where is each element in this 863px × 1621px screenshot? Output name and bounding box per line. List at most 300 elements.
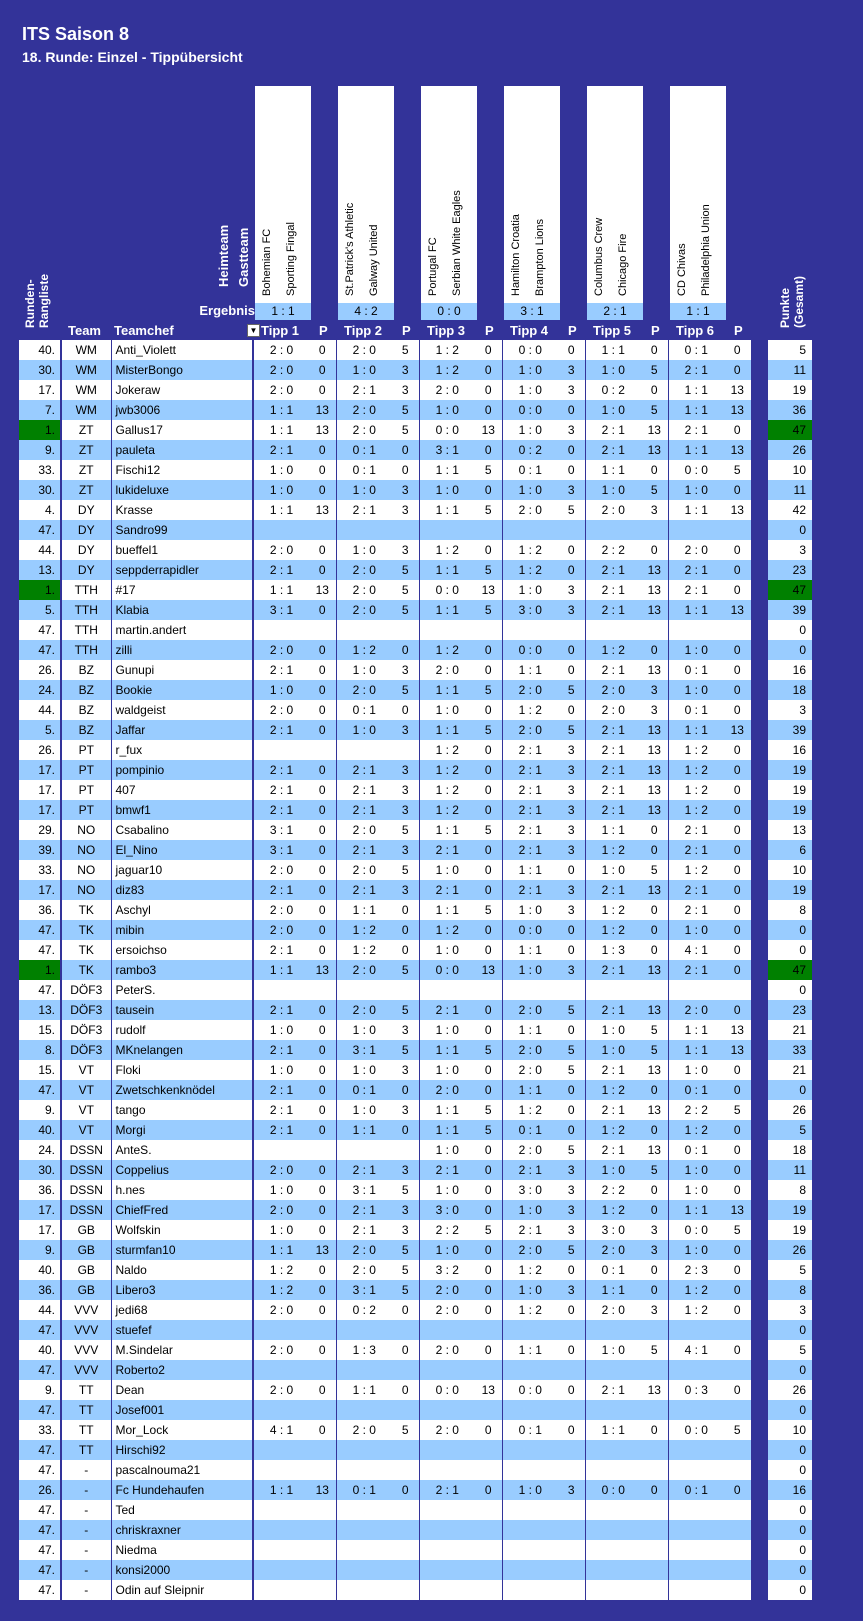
points-cell: 0 [724,820,751,840]
teamchef-cell: pascalnouma21 [111,1460,253,1480]
points-cell: 0 [309,760,336,780]
rank-cell: 30. [19,1160,61,1180]
match-column-5 [587,86,643,308]
tipp-cell: 2 : 0 [253,900,309,920]
tipp-cell: 1 : 2 [668,740,724,760]
spacer [751,760,768,780]
points-cell: 3 [558,360,585,380]
tipp-cell: 2 : 1 [585,780,641,800]
match-column-3 [421,86,477,308]
tipp-cell [502,1500,558,1520]
points-cell: 3 [641,1240,668,1260]
rank-cell: 30. [19,480,61,500]
team-cell: PT [61,780,111,800]
spacer [751,900,768,920]
points-cell: 0 [475,480,502,500]
rank-cell: 44. [19,1300,61,1320]
rank-cell: 47. [19,1520,61,1540]
points-cell [724,1360,751,1380]
points-cell [392,520,419,540]
tipp-cell: 0 : 0 [502,1380,558,1400]
tipp-cell: 1 : 1 [419,820,475,840]
tipp-cell: 2 : 0 [419,1300,475,1320]
tipp-cell [336,1460,392,1480]
points-cell: 3 [558,760,585,780]
points-cell: 0 [724,900,751,920]
tipp-cell: 2 : 1 [502,820,558,840]
spacer [751,340,768,360]
tipp-cell: 1 : 0 [585,1340,641,1360]
rank-cell: 5. [19,600,61,620]
tipp-cell: 1 : 2 [585,920,641,940]
points-cell: 3 [392,1220,419,1240]
match-result: 0 : 0 [421,303,477,320]
points-cell: 0 [641,840,668,860]
points-cell: 5 [392,1040,419,1060]
total-cell: 19 [768,780,812,800]
total-cell: 16 [768,660,812,680]
teamchef-cell: jedi68 [111,1300,253,1320]
total-cell: 26 [768,1240,812,1260]
teamchef-cell: MKnelangen [111,1040,253,1060]
spacer [751,920,768,940]
tipp-cell [585,1560,641,1580]
tipp-cell: 1 : 0 [585,480,641,500]
spacer [751,880,768,900]
tipp-cell [336,980,392,1000]
total-cell: 0 [768,1520,812,1540]
total-cell: 0 [768,980,812,1000]
home-team: Portugal FC [427,237,439,296]
total-cell: 47 [768,580,812,600]
teamchef-cell: konsi2000 [111,1560,253,1580]
points-cell: 5 [475,1100,502,1120]
spacer [751,1140,768,1160]
table-row [19,740,812,760]
tipp-cell: 2 : 0 [668,540,724,560]
tipp-cell: 1 : 2 [668,760,724,780]
tipp-cell: 1 : 0 [502,580,558,600]
points-cell: 13 [724,440,751,460]
tipp-cell [668,1520,724,1540]
points-cell: 13 [724,720,751,740]
points-cell: 0 [641,640,668,660]
points-cell: 13 [641,800,668,820]
points-cell: 0 [641,1420,668,1440]
total-cell: 19 [768,1200,812,1220]
tipp-cell: 2 : 0 [253,1160,309,1180]
tipp-cell: 0 : 0 [419,1380,475,1400]
spacer [751,1540,768,1560]
rank-cell: 24. [19,1140,61,1160]
points-cell: 0 [309,1100,336,1120]
tipp-cell: 1 : 0 [336,1020,392,1040]
points-cell: 5 [558,1140,585,1160]
tipp-cell [253,1400,309,1420]
tipp-cell: 1 : 2 [585,1120,641,1140]
tipp-cell: 1 : 0 [668,1160,724,1180]
points-cell: 3 [558,1200,585,1220]
total-cell: 19 [768,380,812,400]
tipp-cell: 1 : 2 [253,1260,309,1280]
points-cell [724,1580,751,1600]
tipp-cell: 2 : 1 [585,440,641,460]
spacer [751,700,768,720]
tipp-cell [585,1580,641,1600]
tipp-cell: 1 : 0 [419,1140,475,1160]
tipp-cell: 3 : 0 [419,1200,475,1220]
points-cell [309,1540,336,1560]
tipp-cell: 2 : 1 [253,1100,309,1120]
tipp-cell: 2 : 1 [668,420,724,440]
points-cell [475,1520,502,1540]
tipp-cell: 0 : 1 [668,1480,724,1500]
match-result: 1 : 1 [255,303,311,320]
tipp-cell: 1 : 1 [253,1480,309,1500]
points-cell [475,1540,502,1560]
teamchef-cell: diz83 [111,880,253,900]
tipp-cell: 1 : 2 [585,1200,641,1220]
tipp-cell: 0 : 1 [336,1080,392,1100]
spacer [751,1560,768,1580]
tipp-cell: 2 : 1 [668,840,724,860]
away-team: Philadelphia Union [700,204,712,296]
tipp-cell: 2 : 1 [336,800,392,820]
points-cell [392,1140,419,1160]
points-cell [475,1400,502,1420]
team-cell: VVV [61,1340,111,1360]
points-cell [724,1520,751,1540]
tipp-cell: 2 : 1 [668,880,724,900]
points-cell: 0 [558,560,585,580]
points-cell: 0 [641,940,668,960]
rank-cell: 33. [19,860,61,880]
points-cell [724,1440,751,1460]
tipp-cell: 2 : 1 [336,380,392,400]
tipp-cell: 0 : 1 [336,440,392,460]
tipp-cell: 1 : 2 [502,1260,558,1280]
tipp-cell: 2 : 0 [336,1260,392,1280]
tipp-cell: 2 : 1 [502,780,558,800]
team-cell: DY [61,500,111,520]
tipp-cell: 1 : 0 [253,480,309,500]
points-cell: 0 [309,1260,336,1280]
tipp-cell: 2 : 1 [585,420,641,440]
points-cell: 13 [641,420,668,440]
tipp-cell: 1 : 0 [585,1020,641,1040]
teamchef-cell: Odin auf Sleipnir [111,1580,253,1600]
tipp-cell: 2 : 0 [419,380,475,400]
points-cell: 0 [309,660,336,680]
points-cell: 13 [641,880,668,900]
tipp-cell: 1 : 2 [502,540,558,560]
tipp-cell: 1 : 0 [502,1480,558,1500]
tipp-cell: 2 : 0 [253,1300,309,1320]
points-cell: 3 [392,720,419,740]
team-cell: NO [61,840,111,860]
team-cell: ZT [61,420,111,440]
tipp-cell: 2 : 0 [502,1040,558,1060]
tipp-cell [585,1460,641,1480]
tipp-cell: 2 : 1 [336,1200,392,1220]
points-cell [392,1360,419,1380]
tipp-cell: 0 : 1 [502,460,558,480]
tipp-cell: 1 : 0 [502,420,558,440]
tipp-cell [253,1540,309,1560]
points-cell: 3 [641,500,668,520]
points-cell: 0 [392,940,419,960]
tipp-cell: 1 : 1 [585,1280,641,1300]
points-cell: 0 [309,780,336,800]
tipp-cell: 1 : 1 [419,500,475,520]
points-cell: 13 [641,600,668,620]
rank-cell: 44. [19,540,61,560]
points-cell: 3 [641,680,668,700]
rank-cell: 44. [19,700,61,720]
tipp-cell: 3 : 1 [336,1280,392,1300]
points-cell: 5 [392,580,419,600]
tipp-cell: 2 : 1 [585,1000,641,1020]
tipp-cell: 3 : 2 [419,1260,475,1280]
tipp-cell: 1 : 0 [585,360,641,380]
tipp-cell: 2 : 1 [585,720,641,740]
points-cell [309,1440,336,1460]
tipp-cell: 2 : 1 [253,660,309,680]
teamchef-cell: Aschyl [111,900,253,920]
tipp-cell [585,1360,641,1380]
points-cell: 0 [475,1140,502,1160]
points-cell: 0 [309,340,336,360]
table-row [19,420,812,440]
points-cell: 0 [475,1000,502,1020]
teamchef-cell: tausein [111,1000,253,1020]
table-row [19,660,812,680]
points-cell: 0 [724,1000,751,1020]
points-cell: 0 [475,540,502,560]
table-row [19,880,812,900]
rank-cell: 17. [19,1220,61,1240]
points-cell [475,1460,502,1480]
points-cell: 13 [641,1100,668,1120]
table-row [19,1420,812,1440]
team-cell: DSSN [61,1180,111,1200]
total-cell: 10 [768,1420,812,1440]
table-row [19,1480,812,1500]
tipp-cell [502,1580,558,1600]
points-cell: 13 [724,500,751,520]
total-cell: 3 [768,700,812,720]
tipp-cell: 2 : 0 [336,680,392,700]
tipp-cell [502,980,558,1000]
spacer [751,1320,768,1340]
tipp-cell: 0 : 1 [336,460,392,480]
points-cell: 0 [309,820,336,840]
tipp-header: Tipp 1 [261,323,300,338]
points-cell: 0 [309,360,336,380]
teamchef-cell: Niedma [111,1540,253,1560]
points-cell: 0 [309,860,336,880]
tipp-cell [502,1520,558,1540]
points-cell: 0 [392,1480,419,1500]
points-cell: 0 [724,680,751,700]
tipp-cell: 2 : 1 [585,660,641,680]
points-cell: 13 [724,600,751,620]
tipp-cell: 2 : 1 [419,1480,475,1500]
total-cell: 0 [768,620,812,640]
tipp-cell [668,1540,724,1560]
team-cell: DÖF3 [61,1040,111,1060]
total-cell: 0 [768,1400,812,1420]
tipp-cell: 1 : 2 [253,1280,309,1300]
tipp-cell: 1 : 0 [502,900,558,920]
points-cell: 3 [558,840,585,860]
tipp-cell: 1 : 1 [419,680,475,700]
points-cell: 13 [724,1020,751,1040]
teamchef-cell: waldgeist [111,700,253,720]
tipp-cell: 2 : 0 [253,360,309,380]
team-cell: - [61,1500,111,1520]
team-cell: - [61,1480,111,1500]
tipp-cell: 2 : 1 [253,1000,309,1020]
tipp-cell: 1 : 1 [585,820,641,840]
tipp-cell: 2 : 0 [253,1380,309,1400]
points-cell: 3 [392,360,419,380]
points-cell: 0 [724,1300,751,1320]
tipp-cell: 0 : 1 [668,660,724,680]
team-cell: GB [61,1260,111,1280]
points-cell: 3 [558,1480,585,1500]
points-cell: 0 [392,1120,419,1140]
tipp-cell [585,1440,641,1460]
points-cell: 0 [724,660,751,680]
total-cell: 0 [768,1080,812,1100]
team-cell: TT [61,1440,111,1460]
points-cell: 0 [475,440,502,460]
tipp-cell [336,620,392,640]
tipp-cell: 1 : 1 [419,1100,475,1120]
rank-cell: 5. [19,720,61,740]
rank-cell: 47. [19,620,61,640]
total-cell: 16 [768,740,812,760]
tipp-cell: 1 : 1 [253,500,309,520]
tipp-cell [253,1320,309,1340]
points-cell: 0 [309,460,336,480]
points-cell [309,1320,336,1340]
points-cell [558,1560,585,1580]
tipp-cell: 1 : 1 [668,1020,724,1040]
team-cell: BZ [61,680,111,700]
points-cell: 5 [475,1120,502,1140]
table-row [19,500,812,520]
points-cell: 3 [558,600,585,620]
points-cell: 0 [475,780,502,800]
spacer [751,960,768,980]
rank-cell: 47. [19,920,61,940]
tipp-cell: 1 : 2 [668,780,724,800]
rank-cell: 17. [19,800,61,820]
tipp-cell: 1 : 1 [419,560,475,580]
rank-cell: 47. [19,980,61,1000]
tipp-cell: 3 : 1 [253,840,309,860]
team-cell: DY [61,520,111,540]
tipp-cell: 2 : 1 [585,760,641,780]
tipp-cell: 1 : 2 [419,640,475,660]
tipp-cell: 2 : 1 [585,600,641,620]
tipp-cell [668,980,724,1000]
points-cell: 0 [724,860,751,880]
points-cell: 0 [724,1240,751,1260]
points-cell: 3 [558,820,585,840]
points-cell: 0 [641,900,668,920]
tipp-cell: 2 : 0 [585,680,641,700]
tipp-cell: 0 : 0 [502,920,558,940]
tipp-cell [419,1560,475,1580]
tipp-cell [419,1360,475,1380]
points-cell: 13 [641,560,668,580]
tipp-cell: 1 : 2 [668,1300,724,1320]
rank-cell: 47. [19,1540,61,1560]
table-row [19,1300,812,1320]
dropdown-arrow-icon[interactable]: ▼ [247,324,260,337]
tipp-cell: 2 : 0 [336,960,392,980]
total-cell: 8 [768,1180,812,1200]
points-cell: 0 [309,1340,336,1360]
teamchef-cell: Sandro99 [111,520,253,540]
points-cell [724,1560,751,1580]
points-cell: 0 [309,1020,336,1040]
points-cell: 3 [558,1280,585,1300]
tipp-cell: 2 : 1 [336,840,392,860]
spacer [751,680,768,700]
teamchef-cell: Fc Hundehaufen [111,1480,253,1500]
tipp-cell: 1 : 2 [419,340,475,360]
tipp-cell: 2 : 1 [336,760,392,780]
points-cell: 5 [475,1220,502,1240]
spacer [751,480,768,500]
spacer [751,1080,768,1100]
tipp-cell [419,1520,475,1540]
points-header: P [568,323,577,338]
points-cell [392,1320,419,1340]
team-cell: - [61,1460,111,1480]
points-cell: 5 [392,1000,419,1020]
points-cell: 0 [558,640,585,660]
points-cell: 3 [392,480,419,500]
spacer [751,1340,768,1360]
points-cell: 0 [558,400,585,420]
spacer [751,1280,768,1300]
points-cell [724,520,751,540]
points-cell: 5 [641,860,668,880]
tipp-cell: 0 : 0 [668,460,724,480]
tipp-cell: 2 : 1 [668,900,724,920]
table-row [19,1580,812,1600]
teamchef-cell: Wolfskin [111,1220,253,1240]
tipp-cell: 1 : 1 [668,440,724,460]
tipp-cell: 3 : 0 [585,1220,641,1240]
rank-cell: 17. [19,380,61,400]
tipp-cell [668,1360,724,1380]
team-cell: DSSN [61,1140,111,1160]
points-cell: 0 [641,1200,668,1220]
team-cell: GB [61,1280,111,1300]
tipp-header: Tipp 6 [676,323,715,338]
team-cell: TTH [61,600,111,620]
tipp-cell: 1 : 2 [419,780,475,800]
tipp-cell: 2 : 1 [668,820,724,840]
total-cell: 39 [768,720,812,740]
tipp-cell [585,1520,641,1540]
